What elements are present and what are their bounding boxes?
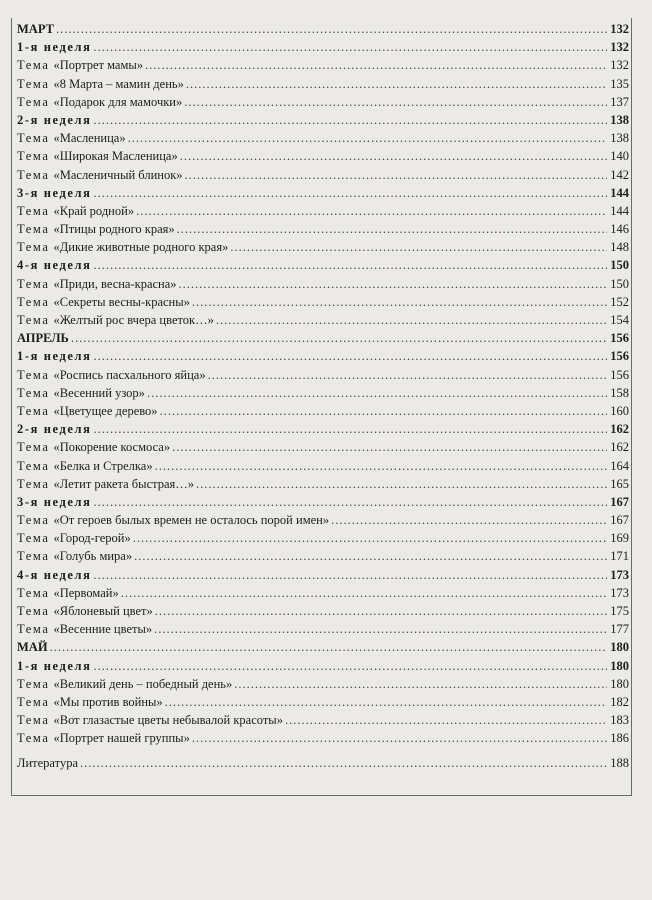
toc-page-number: 135 [610, 76, 629, 91]
toc-entry-label: АПРЕЛЬ [17, 331, 69, 346]
toc-topic-entry [17, 438, 629, 456]
toc-page-number: 156 [610, 349, 629, 364]
toc-page-number: 162 [610, 422, 629, 437]
toc-entry-label [17, 129, 126, 147]
dot-leader [192, 729, 607, 747]
toc-entry-label: 4-я неделя [17, 567, 92, 582]
toc-entry-label: 2-я неделя [17, 112, 92, 127]
toc-month-heading [17, 329, 629, 347]
toc-topic-word: Тема [17, 94, 50, 109]
toc-topic-entry [17, 311, 629, 329]
dot-leader [134, 547, 607, 565]
toc-month-heading [17, 20, 629, 38]
toc-topic-title: «Великий день – победный день» [53, 676, 233, 691]
toc-topic-entry [17, 129, 629, 147]
dot-leader [155, 457, 607, 475]
dot-leader [147, 384, 607, 402]
toc-entry-label [17, 147, 178, 165]
toc-page-number: 180 [610, 676, 629, 691]
toc-topic-word: Тема [17, 458, 50, 473]
toc-topic-entry [17, 220, 629, 238]
toc-topic-word: Тема [17, 440, 50, 455]
toc-topic-entry [17, 475, 629, 493]
toc-week-heading [17, 256, 629, 274]
toc-topic-title: «Мы против войны» [53, 694, 163, 709]
toc-page-number: 138 [610, 131, 629, 146]
toc-page-number: 171 [610, 549, 629, 564]
dot-leader [179, 275, 607, 293]
toc-topic-title: «Край родной» [53, 203, 135, 218]
toc-page-number: 173 [610, 567, 629, 582]
dot-leader [177, 220, 607, 238]
toc-entry-label [17, 693, 163, 711]
toc-entry-label [17, 457, 153, 475]
toc-page-number: 186 [610, 731, 629, 746]
toc-topic-entry [17, 166, 629, 184]
toc-page-number: 132 [610, 22, 629, 36]
toc-topic-entry [17, 275, 629, 293]
dot-leader [145, 56, 607, 74]
dot-leader [184, 93, 607, 111]
toc-entry-label [17, 475, 194, 493]
toc-topic-entry [17, 547, 629, 565]
dot-leader [186, 75, 607, 93]
toc-week-heading [17, 657, 629, 675]
toc-topic-title: «Желтый рос вчера цветок…» [53, 313, 214, 327]
toc-page-number: 148 [610, 240, 629, 255]
table-of-contents [17, 20, 629, 772]
toc-page-number: 154 [610, 313, 629, 327]
dot-leader [165, 693, 607, 711]
toc-entry-label [17, 93, 182, 111]
toc-page-number: 167 [610, 513, 629, 528]
dot-leader [180, 147, 607, 165]
toc-week-heading [17, 347, 629, 365]
toc-topic-entry [17, 93, 629, 111]
toc-page-number: 160 [610, 403, 629, 418]
toc-page-number: 132 [610, 40, 629, 55]
toc-topic-word: Тема [17, 731, 50, 746]
toc-topic-title: «Белка и Стрелка» [53, 458, 153, 473]
toc-topic-title: «Портрет мамы» [53, 58, 144, 73]
toc-entry-label [17, 511, 329, 529]
toc-page-number: 146 [610, 222, 629, 237]
toc-page-number: 177 [610, 622, 629, 637]
dot-leader [154, 620, 607, 638]
toc-entry-label: 1-я неделя [17, 658, 92, 673]
toc-entry-label [17, 166, 183, 184]
dot-leader [94, 347, 607, 365]
toc-topic-entry [17, 584, 629, 602]
toc-entry-label [17, 275, 177, 293]
toc-topic-word: Тема [17, 713, 50, 728]
toc-week-heading [17, 493, 629, 511]
toc-topic-title: «Голубь мира» [53, 549, 133, 564]
toc-entry-label [17, 202, 134, 220]
toc-topic-entry [17, 202, 629, 220]
toc-page-number: 180 [610, 658, 629, 673]
toc-topic-word: Тема [17, 294, 50, 309]
toc-page-number: 188 [610, 755, 629, 770]
toc-entry-label [17, 729, 190, 747]
toc-topic-entry [17, 75, 629, 93]
toc-topic-word: Тема [17, 149, 50, 164]
toc-page-number: 152 [610, 294, 629, 309]
toc-topic-title: «Весенний узор» [53, 385, 145, 400]
toc-topic-entry [17, 729, 629, 747]
toc-entry-label [17, 238, 228, 256]
dot-leader [94, 38, 607, 56]
toc-page-number: 142 [610, 167, 629, 182]
dot-leader [80, 754, 607, 772]
toc-month-heading [17, 638, 629, 656]
toc-topic-entry [17, 620, 629, 638]
toc-topic-title: «Масленичный блинок» [53, 167, 183, 182]
toc-page-number: 138 [610, 112, 629, 127]
toc-week-heading [17, 184, 629, 202]
toc-topic-title: «Широкая Масленица» [53, 149, 178, 164]
toc-page-number: 156 [610, 367, 629, 382]
dot-leader [216, 311, 607, 329]
toc-page-number: 175 [610, 604, 629, 618]
toc-topic-title: «Яблоневый цвет» [53, 604, 153, 618]
dot-leader [94, 111, 607, 129]
toc-topic-word: Тема [17, 76, 50, 91]
toc-entry-label: МАРТ [17, 22, 54, 36]
toc-topic-title: «Масленица» [53, 131, 126, 146]
toc-entry-label [17, 529, 131, 547]
toc-topic-word: Тема [17, 222, 50, 237]
toc-topic-title: «Роспись пасхального яйца» [53, 367, 206, 382]
toc-topic-word: Тема [17, 167, 50, 182]
toc-entry-label [17, 311, 214, 329]
toc-topic-title: «Вот глазастые цветы небывалой красоты» [53, 713, 283, 728]
toc-topic-entry [17, 602, 629, 620]
toc-entry-label [17, 366, 206, 384]
toc-topic-title: «Цветущее дерево» [53, 403, 158, 418]
toc-week-heading [17, 420, 629, 438]
toc-entry [17, 754, 629, 772]
toc-entry-label: 1-я неделя [17, 40, 92, 55]
dot-leader [94, 184, 607, 202]
toc-topic-word: Тема [17, 58, 50, 73]
toc-entry-label: 3-я неделя [17, 185, 92, 200]
dot-leader [94, 657, 607, 675]
toc-page-number: 140 [610, 149, 629, 164]
toc-page-number: 132 [610, 58, 629, 73]
dot-leader [128, 129, 607, 147]
toc-entry-label [17, 711, 283, 729]
dot-leader [50, 638, 607, 656]
toc-page-number: 156 [610, 331, 629, 346]
dot-leader [192, 293, 607, 311]
toc-entry-label [17, 584, 119, 602]
toc-entry-label: 1-я неделя [17, 349, 92, 364]
toc-topic-word: Тема [17, 694, 50, 709]
toc-week-heading [17, 111, 629, 129]
dot-leader [208, 366, 607, 384]
toc-entry-label [17, 602, 153, 620]
toc-page-number: 182 [610, 694, 629, 709]
toc-topic-word: Тема [17, 549, 50, 564]
toc-entry-label [17, 547, 132, 565]
dot-leader [285, 711, 607, 729]
toc-topic-word: Тема [17, 604, 50, 618]
toc-topic-title: «Приди, весна-красна» [53, 276, 177, 291]
toc-topic-entry [17, 147, 629, 165]
dot-leader [155, 602, 607, 620]
toc-page-number: 158 [610, 385, 629, 400]
toc-entry-label: 3-я неделя [17, 494, 92, 509]
toc-topic-title: «От героев былых времен не осталось порой имен» [53, 513, 330, 528]
toc-topic-entry [17, 402, 629, 420]
toc-topic-title: «Птицы родного края» [53, 222, 175, 237]
toc-entry-label: 4-я неделя [17, 258, 92, 273]
toc-page-number: 137 [610, 94, 629, 109]
toc-topic-title: «Первомай» [53, 585, 119, 600]
toc-entry-label: Литература [17, 755, 78, 770]
toc-topic-word: Тема [17, 240, 50, 255]
toc-page-number: 144 [610, 203, 629, 218]
toc-topic-word: Тема [17, 313, 50, 327]
toc-entry-label [17, 220, 175, 238]
toc-page-number: 167 [610, 494, 629, 509]
toc-page-number: 183 [610, 713, 629, 728]
toc-topic-title: «Портрет нашей группы» [53, 731, 190, 746]
toc-topic-word: Тема [17, 367, 50, 382]
dot-leader [160, 402, 607, 420]
dot-leader [172, 438, 607, 456]
toc-page-number: 164 [610, 458, 629, 473]
toc-entry-label [17, 675, 232, 693]
toc-page-number: 173 [610, 585, 629, 600]
toc-entry-label: 2-я неделя [17, 422, 92, 437]
toc-topic-entry [17, 293, 629, 311]
toc-topic-word: Тема [17, 203, 50, 218]
toc-topic-word: Тема [17, 676, 50, 691]
dot-leader [94, 566, 607, 584]
dot-leader [71, 329, 607, 347]
dot-leader [136, 202, 607, 220]
toc-topic-title: «Покорение космоса» [53, 440, 171, 455]
dot-leader [94, 420, 607, 438]
dot-leader [196, 475, 607, 493]
toc-topic-title: «Летит ракета быстрая…» [53, 476, 195, 491]
toc-topic-entry [17, 56, 629, 74]
toc-topic-word: Тема [17, 585, 50, 600]
dot-leader [56, 20, 607, 38]
toc-page-number: 144 [610, 185, 629, 200]
toc-topic-title: «Весенние цветы» [53, 622, 153, 637]
toc-topic-entry [17, 693, 629, 711]
dot-leader [121, 584, 607, 602]
dot-leader [331, 511, 607, 529]
toc-entry-label [17, 293, 190, 311]
toc-page-number: 169 [610, 531, 629, 546]
toc-page-number: 180 [610, 640, 629, 655]
toc-entry-label [17, 384, 145, 402]
dot-leader [133, 529, 607, 547]
toc-week-heading [17, 38, 629, 56]
toc-topic-entry [17, 675, 629, 693]
toc-topic-word: Тема [17, 403, 50, 418]
toc-page-number: 162 [610, 440, 629, 455]
dot-leader [234, 675, 607, 693]
dot-leader [94, 256, 607, 274]
toc-week-heading [17, 566, 629, 584]
toc-page-number: 150 [610, 258, 629, 273]
toc-topic-entry [17, 711, 629, 729]
toc-entry-label [17, 438, 170, 456]
toc-entry-label [17, 75, 184, 93]
toc-page-number: 165 [610, 476, 629, 491]
toc-topic-word: Тема [17, 622, 50, 637]
toc-topic-title: «8 Марта – мамин день» [53, 76, 184, 91]
toc-topic-entry [17, 529, 629, 547]
toc-topic-word: Тема [17, 385, 50, 400]
toc-topic-entry [17, 366, 629, 384]
dot-leader [230, 238, 607, 256]
dot-leader [185, 166, 607, 184]
toc-topic-entry [17, 511, 629, 529]
toc-page-number: 150 [610, 276, 629, 291]
toc-entry-label [17, 402, 158, 420]
toc-topic-title: «Город-герой» [53, 531, 131, 546]
toc-entry-label: МАЙ [17, 640, 48, 655]
toc-topic-word: Тема [17, 531, 50, 546]
toc-topic-word: Тема [17, 513, 50, 528]
toc-topic-title: «Секреты весны-красны» [53, 294, 190, 309]
toc-topic-title: «Дикие животные родного края» [53, 240, 229, 255]
dot-leader [94, 493, 607, 511]
toc-topic-title: «Подарок для мамочки» [53, 94, 183, 109]
toc-topic-entry [17, 457, 629, 475]
toc-entry-label [17, 56, 143, 74]
toc-topic-word: Тема [17, 476, 50, 491]
toc-topic-word: Тема [17, 276, 50, 291]
toc-entry-label [17, 620, 152, 638]
toc-topic-word: Тема [17, 131, 50, 146]
toc-topic-entry [17, 238, 629, 256]
toc-topic-entry [17, 384, 629, 402]
